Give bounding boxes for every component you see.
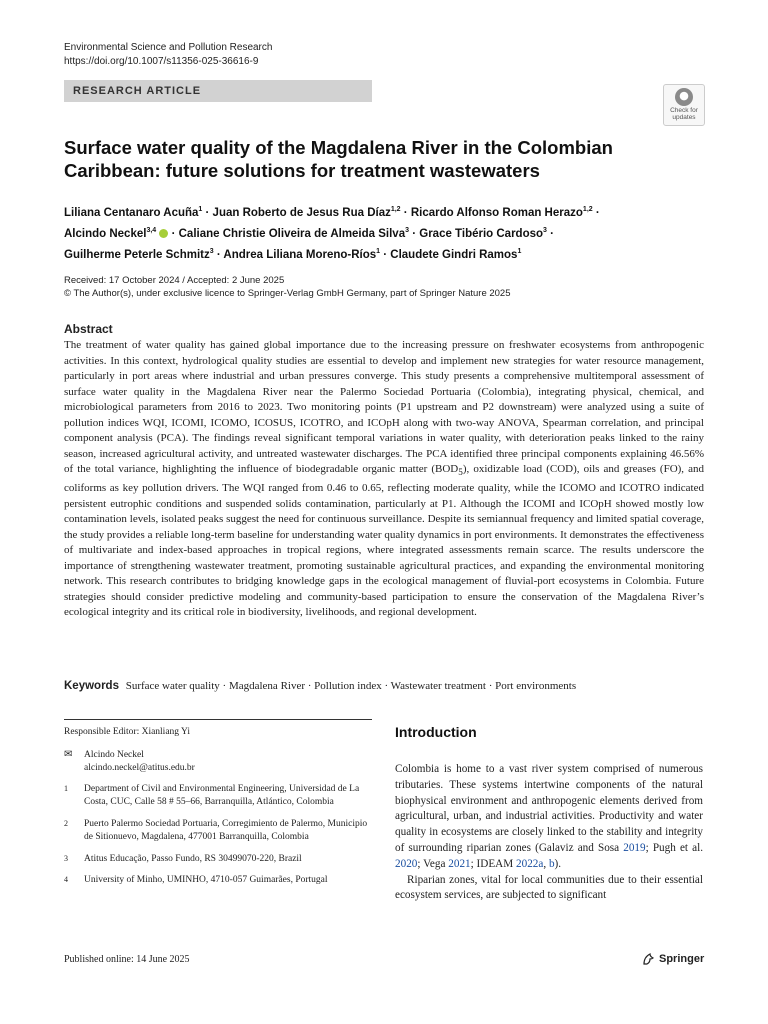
affiliation: 1 Department of Civil and Environmental Engineering, Universidad de La Costa, CUC, Calle 58 # 55–66, Barranquilla, Atlántico, Colombia	[64, 784, 360, 808]
author-name[interactable]: Guilherme Peterle Schmitz	[64, 248, 210, 261]
keywords-label: Keywords	[64, 680, 119, 692]
introduction-heading: Introduction	[395, 724, 477, 740]
author-name[interactable]: Liliana Centanaro Acuña	[64, 206, 199, 219]
published-date: Published online: 14 June 2025	[64, 954, 190, 965]
check-for-updates-button[interactable]: Check for updates	[663, 84, 705, 126]
corresponding-author	[64, 749, 372, 775]
citation-link[interactable]: 2021	[448, 857, 471, 870]
author-name[interactable]: Claudete Gindri Ramos	[390, 248, 518, 261]
publisher-logo	[641, 952, 704, 966]
article-title: Surface water quality of the Magdalena River in the Colombian Caribbean: future solutions for treatment wastewaters	[64, 137, 613, 181]
author-name[interactable]: Caliane Christie Oliveira de Almeida Silva	[178, 227, 406, 240]
affiliation: 3 Atitus Educação, Passo Fundo, RS 30499070-220, Brazil	[64, 853, 302, 864]
author-name[interactable]: Alcindo Neckel	[64, 227, 147, 240]
author-name[interactable]: Andrea Liliana Moreno-Ríos	[223, 248, 377, 261]
journal-name: Environmental Science and Pollution Research	[64, 42, 273, 53]
footnotes	[64, 719, 372, 896]
contact-name: Alcindo Neckel	[84, 749, 144, 760]
citation-link[interactable]: 2019	[623, 841, 646, 854]
article-type-badge: RESEARCH ARTICLE	[64, 80, 372, 102]
orcid-icon[interactable]	[159, 229, 168, 238]
abstract-heading: Abstract	[64, 322, 113, 336]
check-updates-icon	[675, 88, 693, 106]
author-name[interactable]: Juan Roberto de Jesus Rua Díaz	[212, 206, 391, 219]
author-list: Liliana Centanaro Acuña$^1$ · Juan Roberto de Jesus Rua Díaz$^{1,2}$ · Ricardo Alfonso Roman Herazo$^{1,2}$ · Alcindo Neckel$^{3,4}$ · Caliane Christie Oliveira de Almeida Silva$^3$ · Grace Tibério Cardoso$^3$ · Guilherme Peterle Schmitz$^3$ · Andrea Liliana Moreno-Ríos$^1$ · Claudete Gindri Ramos$^1$	[64, 206, 600, 261]
publisher-name: Springer	[659, 953, 705, 965]
introduction-paragraph: Colombia is home to a vast river system comprised of numerous tributaries. These systems intertwine components of the natural biophysical environment and anthropogenic elements derived from agricultural, urban, and industrial activities. Productivity and water quality in ecosystems are closely linked to the stability and integrity of surrounding riparian zones (Galaviz and Sosa 2019; Pugh et al. 2020; Vega 2021; IDEAM 2022a, b).	[395, 763, 703, 870]
keywords-text: Surface water quality · Magdalena River · Pollution index · Wastewater treatment · Port environments	[125, 680, 577, 692]
affiliation: 2 Puerto Palermo Sociedad Portuaria, Corregimiento de Palermo, Municipio de Sitionuevo, Magdalena, 477001 Barranquilla, Colombia	[64, 818, 368, 842]
citation-link[interactable]: 2022a	[516, 857, 544, 870]
springer-horse-icon	[641, 952, 655, 966]
contact-email[interactable]: alcindo.neckel@atitus.edu.br	[84, 762, 195, 773]
received-accepted: Received: 17 October 2024 / Accepted: 2 June 2025	[64, 275, 285, 286]
journal-header	[64, 41, 272, 69]
responsible-editor: Responsible Editor: Xianliang Yi	[64, 727, 191, 737]
introduction-section	[395, 724, 703, 904]
author-name[interactable]: Ricardo Alfonso Roman Herazo	[410, 206, 583, 219]
abstract-section	[64, 322, 704, 621]
affiliation: 4 University of Minho, UMINHO, 4710-057 Guimarães, Portugal	[64, 875, 328, 886]
citation-link[interactable]: b	[548, 857, 555, 870]
keywords	[64, 680, 576, 692]
article-dates	[64, 274, 511, 300]
citation-link[interactable]: 2020	[395, 857, 418, 870]
envelope-icon: ✉	[64, 748, 73, 760]
introduction-paragraph: Riparian zones, vital for local communities due to their essential ecosystem services, are subjected to significant	[395, 873, 703, 902]
doi-link[interactable]: https://doi.org/10.1007/s11356-025-36616-9	[64, 56, 259, 67]
copyright-notice: © The Author(s), under exclusive licence to Springer-Verlag GmbH Germany, part of Springer Nature 2025	[64, 288, 511, 299]
author-name[interactable]: Grace Tibério Cardoso	[419, 227, 544, 240]
abstract-text: The treatment of water quality has gained global importance due to the increasing pressure on freshwater ecosystems from anthropogenic activities. In this context, hydrological quality studies are essential to develop and implement new strategies for water resource management, particularly in port areas where industrial and urban pressures converge. This study presents a comprehensive multitemporal assessment of surface water quality in the Magdalena River near the Palermo Sociedad Portuaria (Colombia), integrating physical, chemical, and microbiological parameters from 2016 to 2023. Two monitoring points (P1 upstream and P2 downstream) were analyzed using a suite of pollution indices WQI, ICOMI, ICOMO, ICOSUS, ICOTRO, and ICOpH along with two-way ANOVA, Spearman correlation, and principal component analysis (PCA). The findings reveal significant temporal variations in water quality, with deterioration peaks linked to the rainy season, increased agricultural activity, and untreated wastewater discharges. The PCA identified three principal components explaining 46.56% of the total variance, highlighting the influence of biodegradable organic matter $(BOD_5)$, oxidizable load (COD), oils and greases (FO), and coliforms as key pollution drivers. The WQI ranged from 0.46 to 0.65, reflecting moderate quality, while the ICOMO and ICOTRO indicated persistent eutrophic conditions and suspended solids contamination, particularly at P1. Although the ICOMI and ICOpH showed mostly low contamination levels, isolated peaks suggest the need for continuous surveillance. Despite its semiannual frequency and limited spatial coverage, the study provides a reliable long-term baseline for understanding water quality dynamics in port environments. It demonstrates the effectiveness of multivariate and index-based approaches in tropical regions, where integrated assessments remain scarce. The results underscore the importance of strengthening wastewater treatment, promoting sustainable agricultural practices, and expanding the environmental monitoring network. This research contributes to bridging knowledge gaps in the ecological management of fluvial-port ecosystems in Colombia. Future strategies should consider predictive modeling and community-based participation to ensure the conservation of the Magdalena River’s ecological integrity and its critical role in biodiversity, livelihoods, and regional development.	[64, 339, 705, 619]
